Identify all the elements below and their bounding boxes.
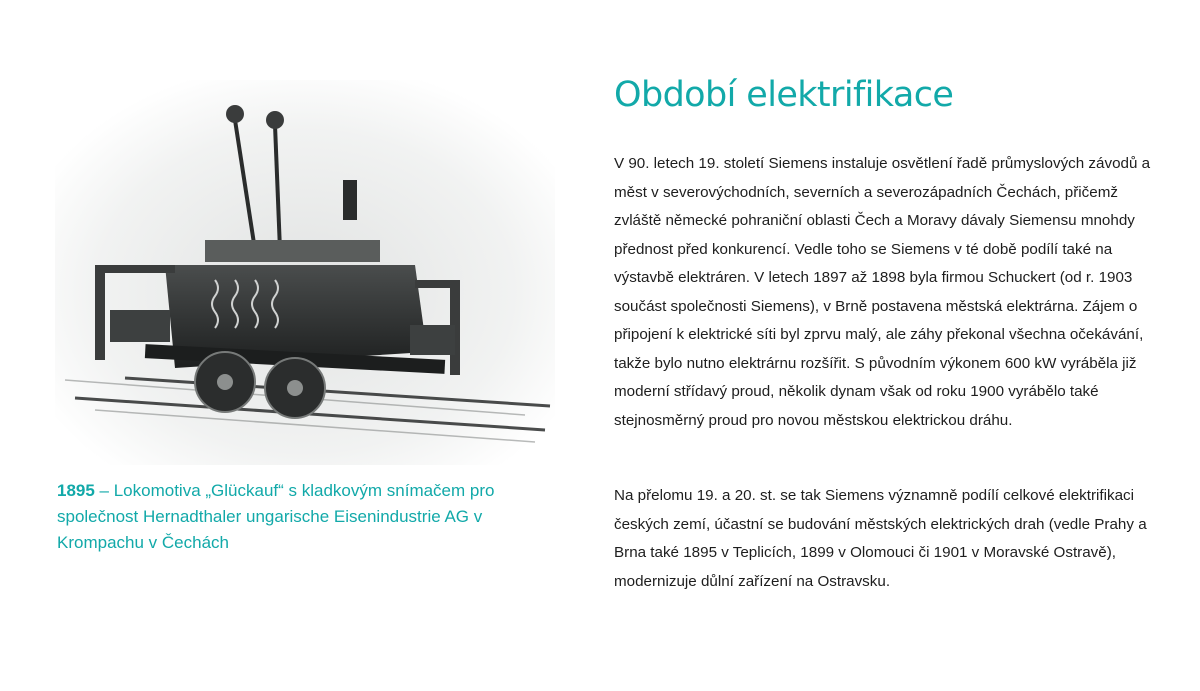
paragraph-1: V 90. letech 19. století Siemens instaluje osvětlení řadě průmyslových závodů a měst v severovýchodních, severních a severozápadních Čechách, přičemž zvláště německé pohraniční oblasti Čech a Moravy dávaly Siemensu mnohdy přednost před konkurencí. Vedle toho se Siemens v té době podílí také na výstavbě elektráren. V letech 1897 až 1898 byla firmou Schuckert (od r. 1903 součást společnosti Siemens), v Brně postavena městská elektrárna. Zájem o připojení k elektrické síti byl zprvu malý, ale záhy překonal všechna očekávání, takže bylo nutno elektrárnu rozšířit. S původním výkonem 600 kW vyráběla již moderní střídavý proud, několik dynam však od roku 1900 vyrábělo také stejnosměrný proud pro novou městskou elektrickou dráhu. <box>614 155 1151 429</box>
page-title: Období elektrifikace <box>614 75 954 115</box>
locomotive-photo <box>55 80 555 465</box>
paragraph-2: Na přelomu 19. a 20. st. se tak Siemens významně podílí celkové elektrifikaci českých zemí, účastní se budování městských elektrických drah (vedle Prahy a Brna také 1895 v Teplicích, 1899 v Olomouci či 1901 v Moravské Ostravě), modernizuje důlní zařízení na Ostravsku. <box>614 487 1147 590</box>
caption-year: 1895 <box>57 481 95 500</box>
caption-text: – Lokomotiva „Glückauf“ s kladkovým snímačem pro společnost Hernadthaler ungarische Eisenindustrie AG v Krompachu v Čechách <box>57 481 495 552</box>
photo-caption <box>57 478 527 556</box>
